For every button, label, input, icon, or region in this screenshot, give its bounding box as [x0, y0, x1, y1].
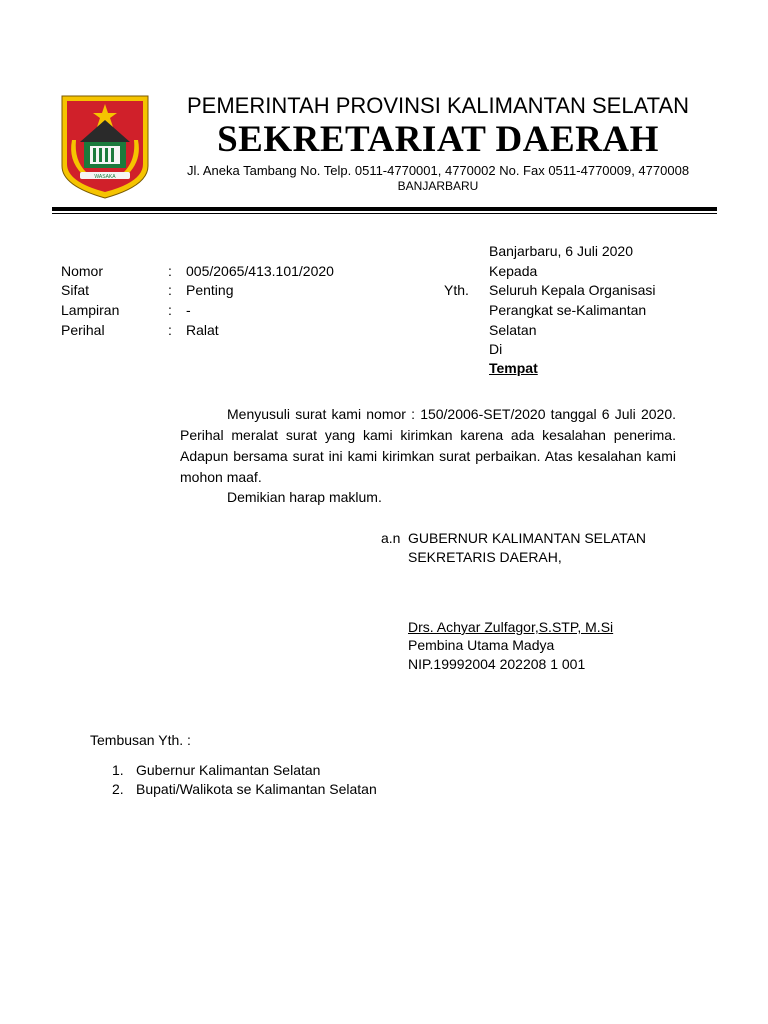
meta-value-nomor: 005/2065/413.101/2020: [186, 263, 334, 279]
meta-colon: :: [168, 322, 172, 338]
recipient-kepada: Kepada: [489, 263, 538, 279]
signatory-nip: NIP.19992004 202208 1 001: [408, 656, 586, 672]
letterhead-divider-thin: [52, 213, 717, 214]
meta-label-lampiran: Lampiran: [61, 302, 120, 318]
meta-colon: :: [168, 282, 172, 298]
signature-title-secretary: SEKRETARIS DAERAH,: [408, 549, 562, 565]
meta-colon: :: [168, 302, 172, 318]
meta-value-lampiran: -: [186, 302, 191, 318]
meta-value-perihal: Ralat: [186, 322, 219, 338]
letter-date: Banjarbaru, 6 Juli 2020: [489, 243, 633, 259]
provincial-emblem-logo: [60, 94, 150, 200]
government-name: PEMERINTAH PROVINSI KALIMANTAN SELATAN: [186, 93, 689, 118]
meta-label-sifat: Sifat: [61, 282, 90, 298]
logo-motto: WASAKA: [94, 174, 116, 180]
meta-value-sifat: Penting: [186, 282, 234, 298]
letter-closing: Demikian harap maklum.: [227, 489, 382, 505]
meta-colon: :: [168, 263, 172, 279]
signatory-name: Drs. Achyar Zulfagor,S.STP, M.Si: [408, 619, 614, 635]
recipient-line: Seluruh Kepala Organisasi: [489, 282, 656, 298]
meta-label-nomor: Nomor: [61, 263, 104, 279]
signatory-rank: Pembina Utama Madya: [408, 637, 555, 653]
recipient-line: Perangkat se-Kalimantan: [489, 302, 647, 318]
office-name: SEKRETARIAT DAERAH: [217, 119, 659, 160]
recipient-yth: Yth.: [444, 282, 469, 298]
cc-item-number: 2.: [112, 781, 124, 797]
cc-item: Gubernur Kalimantan Selatan: [136, 762, 321, 778]
cc-item: Bupati/Walikota se Kalimantan Selatan: [136, 781, 377, 797]
cc-item-number: 1.: [112, 762, 124, 778]
meta-label-perihal: Perihal: [61, 322, 105, 338]
signature-title-governor: GUBERNUR KALIMANTAN SELATAN: [408, 530, 647, 546]
letterhead-divider-thick: [52, 207, 717, 211]
signature-an: a.n: [381, 530, 401, 546]
recipient-di: Di: [489, 341, 503, 357]
cc-heading: Tembusan Yth. :: [90, 732, 191, 748]
letter-body-paragraph: Menyusuli surat kami nomor : 150/2006-SET/2020 tanggal 6 Juli 2020. Perihal meralat surat yang kami kirimkan karena ada kesalahan penerima. Adapun bersama surat ini kami kirimkan surat perbaikan. Atas kesalahan kami mohon maaf.: [180, 406, 676, 485]
recipient-tempat: Tempat: [489, 360, 538, 376]
office-city: BANJARBARU: [397, 179, 479, 193]
office-address: Jl. Aneka Tambang No. Telp. 0511-4770001, 4770002 No. Fax 0511-4770009, 4770008: [186, 163, 690, 178]
recipient-line: Selatan: [489, 322, 537, 338]
